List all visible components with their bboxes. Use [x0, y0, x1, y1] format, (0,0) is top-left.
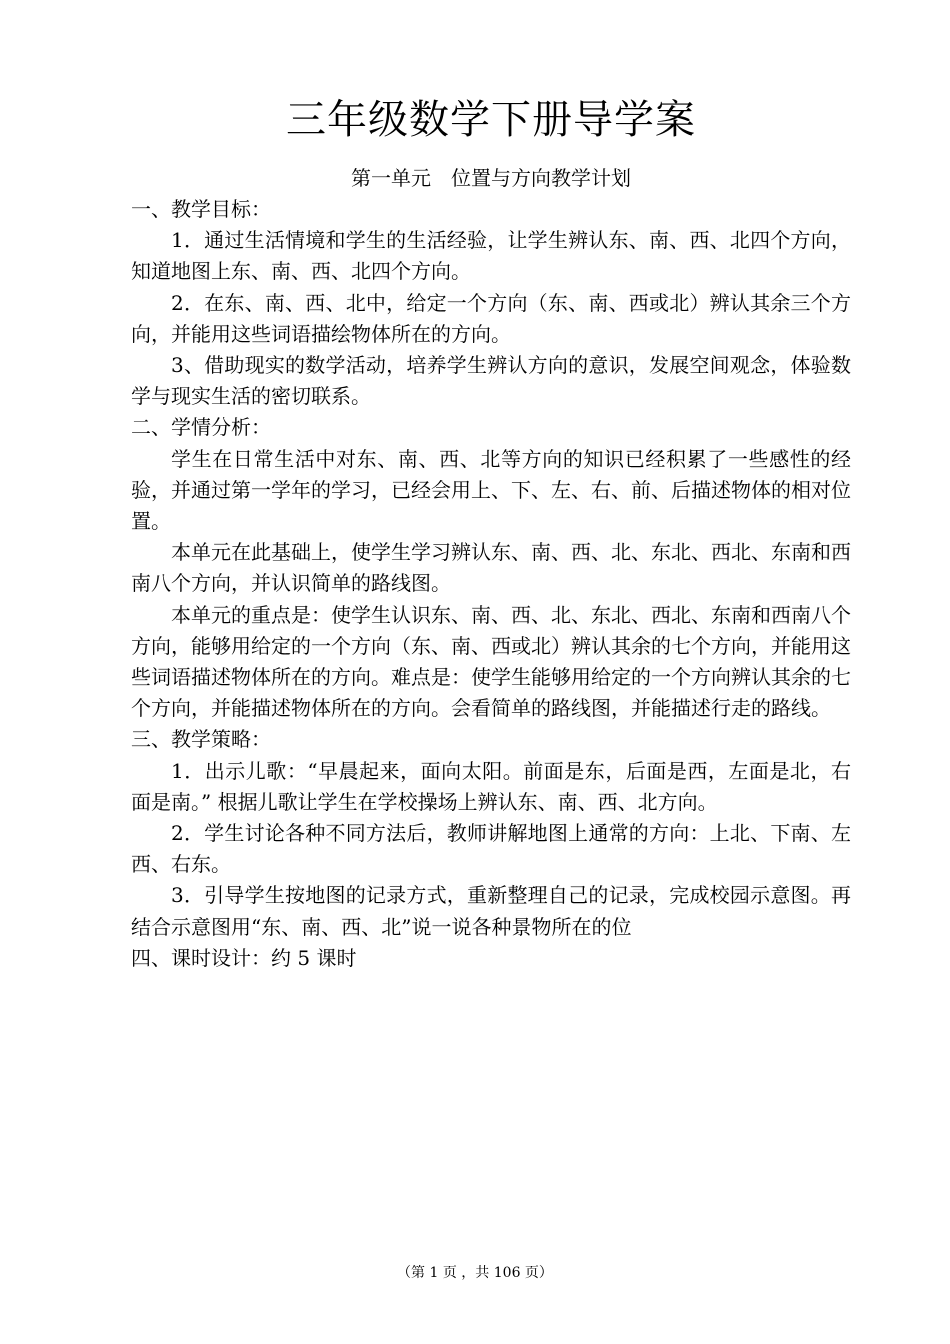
document-page	[131, 0, 851, 1344]
paragraph: 本单元在此基础上，使学生学习辨认东、南、西、北、东北、西北、东南和西南八个方向，并认识简单的路线图。	[131, 540, 851, 596]
paragraph: 1．出示儿歌：“早晨起来，面向太阳。前面是东，后面是西，左面是北，右面是南。” 根据儿歌让学生在学校操场上辨认东、南、西、北方向。	[131, 758, 851, 814]
document-body	[131, 194, 851, 974]
section-lesson-design	[131, 943, 851, 974]
section-heading: 三、教学策略：	[131, 727, 271, 752]
document-title: 三年级数学下册导学案	[286, 97, 696, 143]
paragraph: 2．学生讨论各种不同方法后，教师讲解地图上通常的方向：上北、下南、左西、右东。	[131, 821, 851, 877]
section-heading: 四、课时设计：约 5 课时	[131, 945, 357, 970]
paragraph: 3．引导学生按地图的记录方式，重新整理自己的记录，完成校园示意图。再结合示意图用“东、南、西、北”说一说各种景物所在的位	[131, 883, 851, 939]
section-teaching-goals	[131, 194, 851, 412]
page-footer: （第 1 页 ，共 106 页）	[397, 1265, 553, 1281]
section-teaching-strategy	[131, 724, 851, 942]
paragraph: 本单元的重点是：使学生认识东、南、西、北、东北、西北、东南和西南八个方向，能够用给定的一个方向（东、南、西或北）辨认其余的七个方向，并能用这些词语描述物体所在的方向。难点是：使学生能够用给定的一个方向辨认其余的七个方向，并能描述物体所在的方向。会看简单的路线图，并能描述行走的路线。	[131, 602, 851, 721]
section-student-analysis	[131, 412, 851, 724]
paragraph: 3、借助现实的数学活动，培养学生辨认方向的意识，发展空间观念，体验数学与现实生活的密切联系。	[131, 353, 851, 409]
section-heading: 一、教学目标：	[131, 197, 271, 221]
paragraph: 1．通过生活情境和学生的生活经验，让学生辨认东、南、西、北四个方向，知道地图上东、南、西、北四个方向。	[131, 228, 851, 284]
section-heading: 二、学情分析：	[131, 415, 271, 440]
document-subtitle: 第一单元 位置与方向教学计划	[351, 166, 631, 190]
paragraph: 2．在东、南、西、北中，给定一个方向（东、南、西或北）辨认其余三个方向，并能用这些词语描绘物体所在的方向。	[131, 290, 851, 346]
paragraph: 学生在日常生活中对东、南、西、北等方向的知识已经积累了一些感性的经验，并通过第一学年的学习，已经会用上、下、左、右、前、后描述物体的相对位置。	[131, 446, 851, 533]
